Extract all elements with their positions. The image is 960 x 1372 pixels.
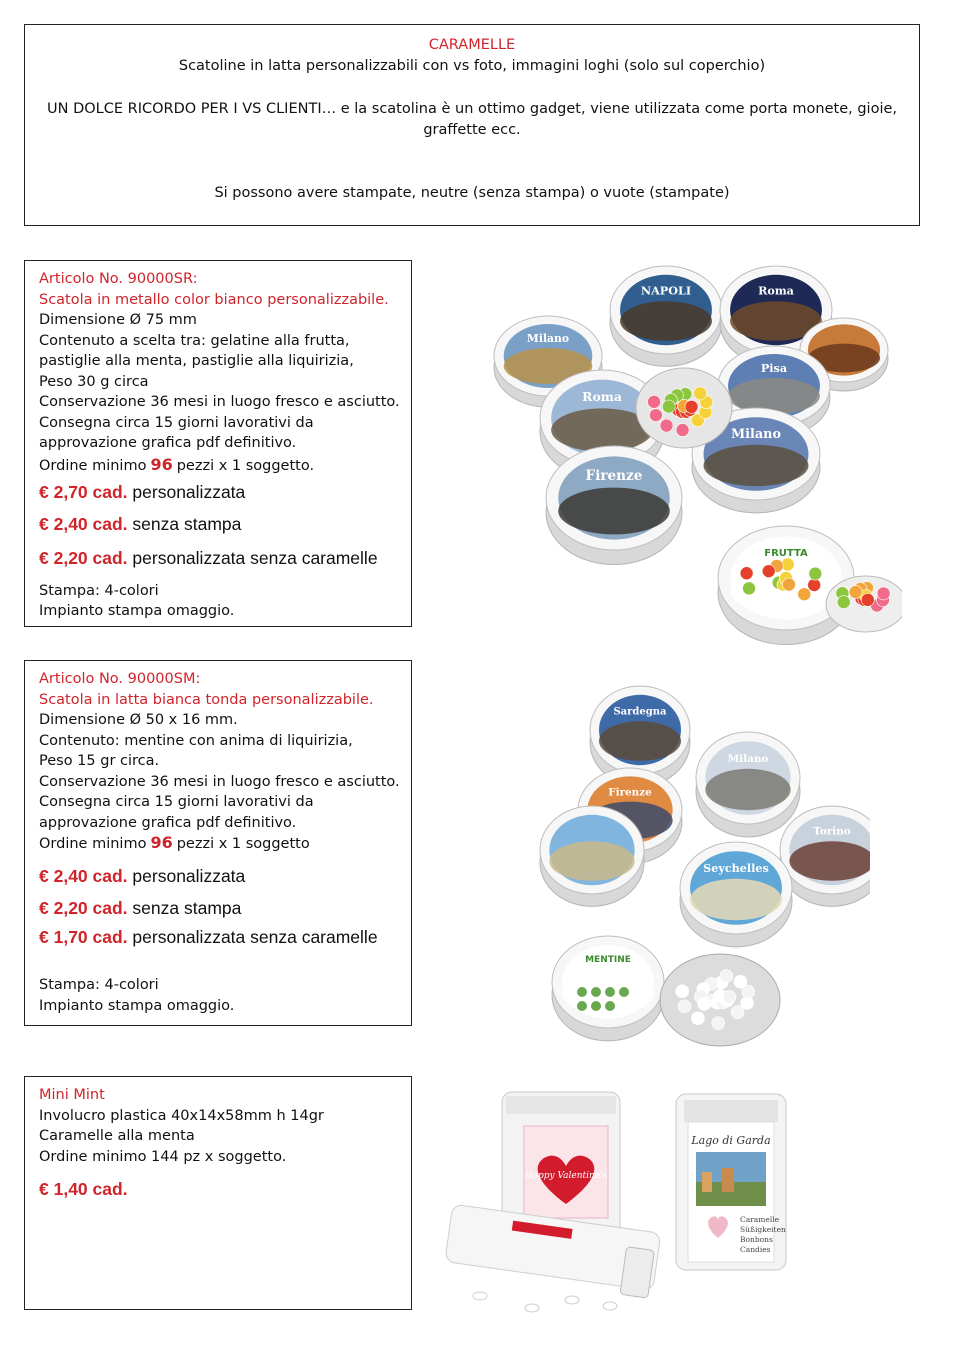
- price-label: senza stampa: [132, 898, 242, 918]
- leaf-dot: [591, 1001, 601, 1011]
- candy: [762, 565, 775, 578]
- candy: [877, 587, 890, 600]
- leaf-dot: [619, 987, 629, 997]
- price-amount: € 2,40 cad.: [39, 513, 128, 534]
- min-order-qty: 96: [150, 454, 173, 474]
- price-label: personalizzata: [132, 482, 246, 502]
- content: Caramelle alla menta: [39, 1128, 195, 1144]
- plant-info: Impianto stampa omaggio.: [39, 997, 235, 1014]
- candy: [676, 423, 689, 436]
- tin-napoli: [610, 266, 722, 366]
- candy: [808, 579, 821, 592]
- article-number: Articolo No. 90000SR:: [39, 271, 198, 287]
- candy: [678, 1000, 691, 1013]
- tin-milano: [696, 732, 800, 837]
- product-card-mini-mint: [24, 1076, 412, 1310]
- tin-firenze: [546, 446, 682, 565]
- header-line-2: UN DOLCE RICORDO PER I VS CLIENTI… e la scatolina è un ottimo gadget, viene utilizzata come porta monete, gioie,: [47, 101, 897, 117]
- print-info: Stampa: 4-colori: [39, 977, 159, 993]
- tin-label: NAPOLI: [640, 283, 692, 298]
- dimension: Dimensione Ø 50 x 16 mm.: [39, 712, 238, 728]
- tin-label: Milano: [727, 752, 769, 765]
- page-title: CARAMELLE: [428, 37, 516, 53]
- plant-info: Impianto stampa omaggio.: [39, 603, 235, 619]
- candy: [649, 409, 662, 422]
- header-line-4: Si possono avere stampate, neutre (senza stampa) o vuote (stampate): [214, 185, 730, 201]
- candy: [662, 400, 675, 413]
- leaf-dot: [605, 1001, 615, 1011]
- tin-open-mints: [660, 954, 780, 1046]
- storage: Conservazione 36 mesi in luogo fresco e asciutto.: [39, 394, 400, 410]
- price-label: personalizzata senza caramelle: [132, 548, 378, 568]
- price-row: [39, 927, 411, 948]
- tin-label: Roma: [582, 389, 622, 405]
- print-info: Stampa: 4-colori: [39, 582, 159, 599]
- pack-label: Happy Valentine's: [524, 1171, 608, 1181]
- tin-label: Milano: [526, 332, 570, 345]
- candy: [698, 997, 711, 1010]
- candy: [731, 1006, 744, 1019]
- fallen-pack: [445, 1204, 661, 1312]
- pack-sub-label: Caramelle: [740, 1215, 780, 1224]
- min-order-unit: pezzi x 1 soggetto.: [176, 457, 315, 474]
- candy: [837, 596, 850, 609]
- price-row: [39, 514, 411, 535]
- mini-mint-packs-photo: [440, 1086, 820, 1322]
- packaging: Involucro plastica 40x14x58mm h 14gr: [39, 1107, 324, 1124]
- candy: [660, 419, 673, 432]
- dimension: Dimensione Ø 75 mm: [39, 312, 197, 328]
- pack-label: Lago di Garda: [691, 1134, 771, 1147]
- mint-tins-photo: [530, 682, 870, 1054]
- price-amount: € 2,40 cad.: [39, 865, 128, 886]
- product-card-90000sr: [24, 260, 412, 627]
- price-row: [39, 866, 411, 887]
- candy: [740, 567, 753, 580]
- content: Contenuto: mentine con anima di liquirizia,: [39, 732, 353, 749]
- product-title: Mini Mint: [39, 1087, 105, 1103]
- candy: [849, 585, 862, 598]
- tin-label: MENTINE: [585, 955, 631, 965]
- pack-sub-label: Bonbons: [740, 1235, 773, 1244]
- tin-label: Roma: [758, 283, 794, 298]
- candy: [648, 395, 661, 408]
- leaf-dot: [577, 987, 587, 997]
- tin-label: Pisa: [760, 361, 788, 375]
- tin-label: Firenze: [585, 467, 643, 484]
- candy: [685, 400, 698, 413]
- tin-label: Firenze: [608, 786, 652, 799]
- pack-sub-label: Süßigkeiten: [740, 1225, 786, 1234]
- price-amount: € 2,20 cad.: [39, 898, 128, 918]
- min-order: [39, 833, 411, 855]
- tin-mint-lid: [552, 936, 664, 1041]
- min-order: Ordine minimo 144 pz x soggetto.: [39, 1148, 287, 1165]
- price-amount: € 2,20 cad.: [39, 548, 128, 568]
- tin-label: Sardegna: [613, 706, 667, 718]
- candy: [720, 970, 733, 983]
- weight: Peso 15 gr circa.: [39, 753, 160, 769]
- tin-beach: [540, 806, 644, 906]
- candy: [734, 975, 747, 988]
- candy: [861, 593, 874, 606]
- candy: [676, 985, 689, 998]
- header-line-1: Scatoline in latta personalizzabili con vs foto, immagini loghi (solo sul coperchio): [178, 58, 766, 74]
- delivery: Consegna circa 15 giorni lavorativi da approvazione grafica pdf definitivo.: [39, 794, 314, 831]
- price-row: [39, 898, 411, 919]
- header-box: [24, 24, 920, 226]
- price-label: personalizzata senza caramelle: [132, 926, 378, 947]
- leaf-dot: [577, 1001, 587, 1011]
- tin-label: Seychelles: [703, 860, 769, 875]
- price-label: senza stampa: [132, 513, 242, 534]
- min-order-label: Ordine minimo: [39, 836, 147, 852]
- candy: [741, 997, 754, 1010]
- pack-sub-label: Candies: [740, 1245, 771, 1254]
- candy: [694, 387, 707, 400]
- article-number: Articolo No. 90000SM:: [39, 671, 201, 687]
- leaf-dot: [591, 987, 601, 997]
- candy: [712, 1017, 725, 1030]
- tin-fruit: [718, 526, 854, 645]
- candy: [798, 588, 811, 601]
- tin-label: Milano: [730, 426, 782, 442]
- tin-torino: [780, 806, 870, 906]
- candy: [691, 1012, 704, 1025]
- price-label: personalizzata: [132, 865, 246, 886]
- candy-tins-photo: [486, 258, 902, 650]
- product-description: Scatola in latta bianca tonda personalizzabile.: [39, 691, 374, 708]
- min-order: [39, 455, 411, 477]
- tin-open-fruit: [826, 576, 902, 632]
- tin-open-gummies: [636, 368, 732, 448]
- tin-label: Torino: [813, 825, 851, 838]
- price-amount: € 1,40 cad.: [39, 1179, 128, 1199]
- tin-label: FRUTTA: [764, 548, 808, 559]
- min-order-label: Ordine minimo: [39, 457, 147, 474]
- candy: [743, 582, 756, 595]
- garda-pack: [676, 1094, 786, 1270]
- product-card-90000sm: [24, 660, 412, 1026]
- tin-seychelles: [680, 842, 792, 947]
- price-row: [39, 482, 411, 503]
- min-order-qty: 96: [150, 833, 173, 852]
- price-amount: € 2,70 cad.: [39, 482, 128, 502]
- leaf-dot: [605, 987, 615, 997]
- product-description: Scatola in metallo color bianco personalizzabile.: [39, 291, 389, 308]
- price-row: [39, 1179, 411, 1200]
- price-row: [39, 548, 411, 569]
- header-line-3: graffette ecc.: [423, 122, 521, 138]
- candy: [723, 990, 736, 1003]
- candy: [809, 567, 822, 580]
- storage: Conservazione 36 mesi in luogo fresco e asciutto.: [39, 773, 400, 790]
- content: Contenuto a scelta tra: gelatine alla frutta, pastiglie alla menta, pastiglie alla liquirizia,: [39, 332, 354, 369]
- price-amount: € 1,70 cad.: [39, 926, 128, 947]
- weight: Peso 30 g circa: [39, 373, 149, 390]
- candy: [782, 578, 795, 591]
- delivery: Consegna circa 15 giorni lavorativi da approvazione grafica pdf definitivo.: [39, 414, 314, 451]
- min-order-unit: pezzi x 1 soggetto: [176, 836, 310, 852]
